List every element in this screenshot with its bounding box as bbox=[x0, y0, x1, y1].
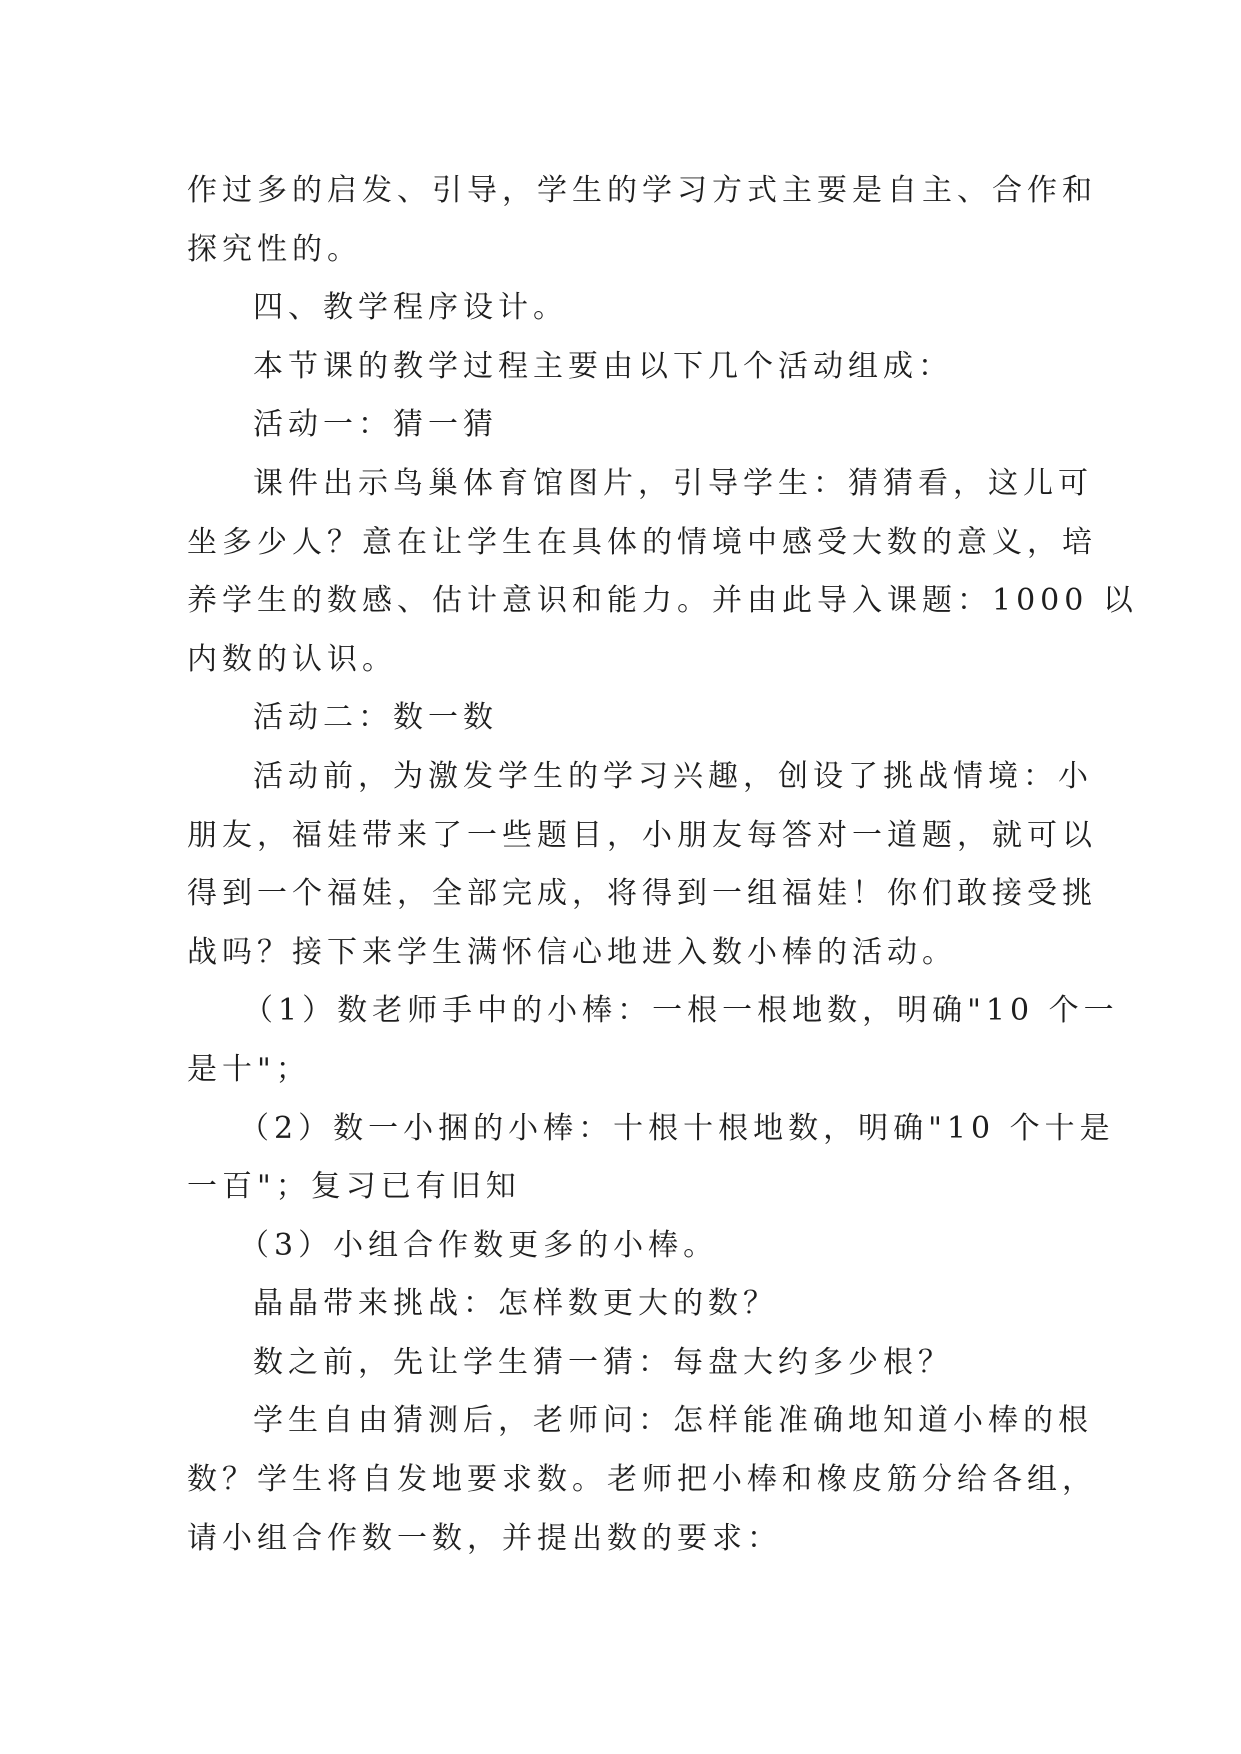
paragraph-line: 是十"； bbox=[187, 1051, 311, 1087]
paragraph-line: 探究性的。 bbox=[187, 231, 362, 267]
paragraph-line: 活动前，为激发学生的学习兴趣，创设了挑战情境：小 bbox=[253, 758, 1093, 794]
document-body bbox=[187, 162, 1138, 1568]
paragraph-line: 得到一个福娃，全部完成，将得到一组福娃！你们敢接受挑 bbox=[187, 876, 1097, 912]
paragraph-line: 朋友，福娃带来了一些题目，小朋友每答对一道题，就可以 bbox=[187, 817, 1097, 853]
paragraph-line: 课件出示鸟巢体育馆图片，引导学生：猜猜看，这儿可 bbox=[253, 465, 1093, 501]
paragraph-line: 请小组合作数一数，并提出数的要求： bbox=[187, 1520, 782, 1556]
paragraph-line: 本节课的教学过程主要由以下几个活动组成： bbox=[253, 348, 953, 384]
paragraph-line: 战吗？接下来学生满怀信心地进入数小棒的活动。 bbox=[187, 934, 957, 970]
activity-heading: 活动一：猜一猜 bbox=[253, 407, 498, 443]
paragraph-line: 一百"；复习已有旧知 bbox=[187, 1169, 521, 1205]
paragraph-line: 数？学生将自发地要求数。老师把小棒和橡皮筋分给各组， bbox=[187, 1462, 1097, 1498]
paragraph-line: 作过多的启发、引导，学生的学习方式主要是自主、合作和 bbox=[187, 173, 1097, 208]
paragraph-line: 数之前，先让学生猜一猜：每盘大约多少根？ bbox=[253, 1344, 953, 1380]
paragraph-line: 坐多少人？意在让学生在具体的情境中感受大数的意义，培 bbox=[187, 524, 1097, 560]
section-heading: 四、教学程序设计。 bbox=[253, 290, 568, 326]
paragraph-line: 养学生的数感、估计意识和能力。并由此导入课题：1000 以 bbox=[187, 583, 1138, 619]
list-item: （1）数老师手中的小棒：一根一根地数，明确"10 个一 bbox=[243, 993, 1119, 1029]
paragraph-line: 内数的认识。 bbox=[187, 641, 397, 677]
paragraph-line: 学生自由猜测后，老师问：怎样能准确地知道小棒的根 bbox=[253, 1403, 1093, 1439]
activity-heading: 活动二：数一数 bbox=[253, 700, 498, 736]
list-item: （3）小组合作数更多的小棒。 bbox=[239, 1227, 719, 1263]
list-item: （2）数一小捆的小棒：十根十根地数，明确"10 个十是 bbox=[239, 1110, 1115, 1146]
paragraph-line: 晶晶带来挑战：怎样数更大的数？ bbox=[253, 1286, 778, 1322]
